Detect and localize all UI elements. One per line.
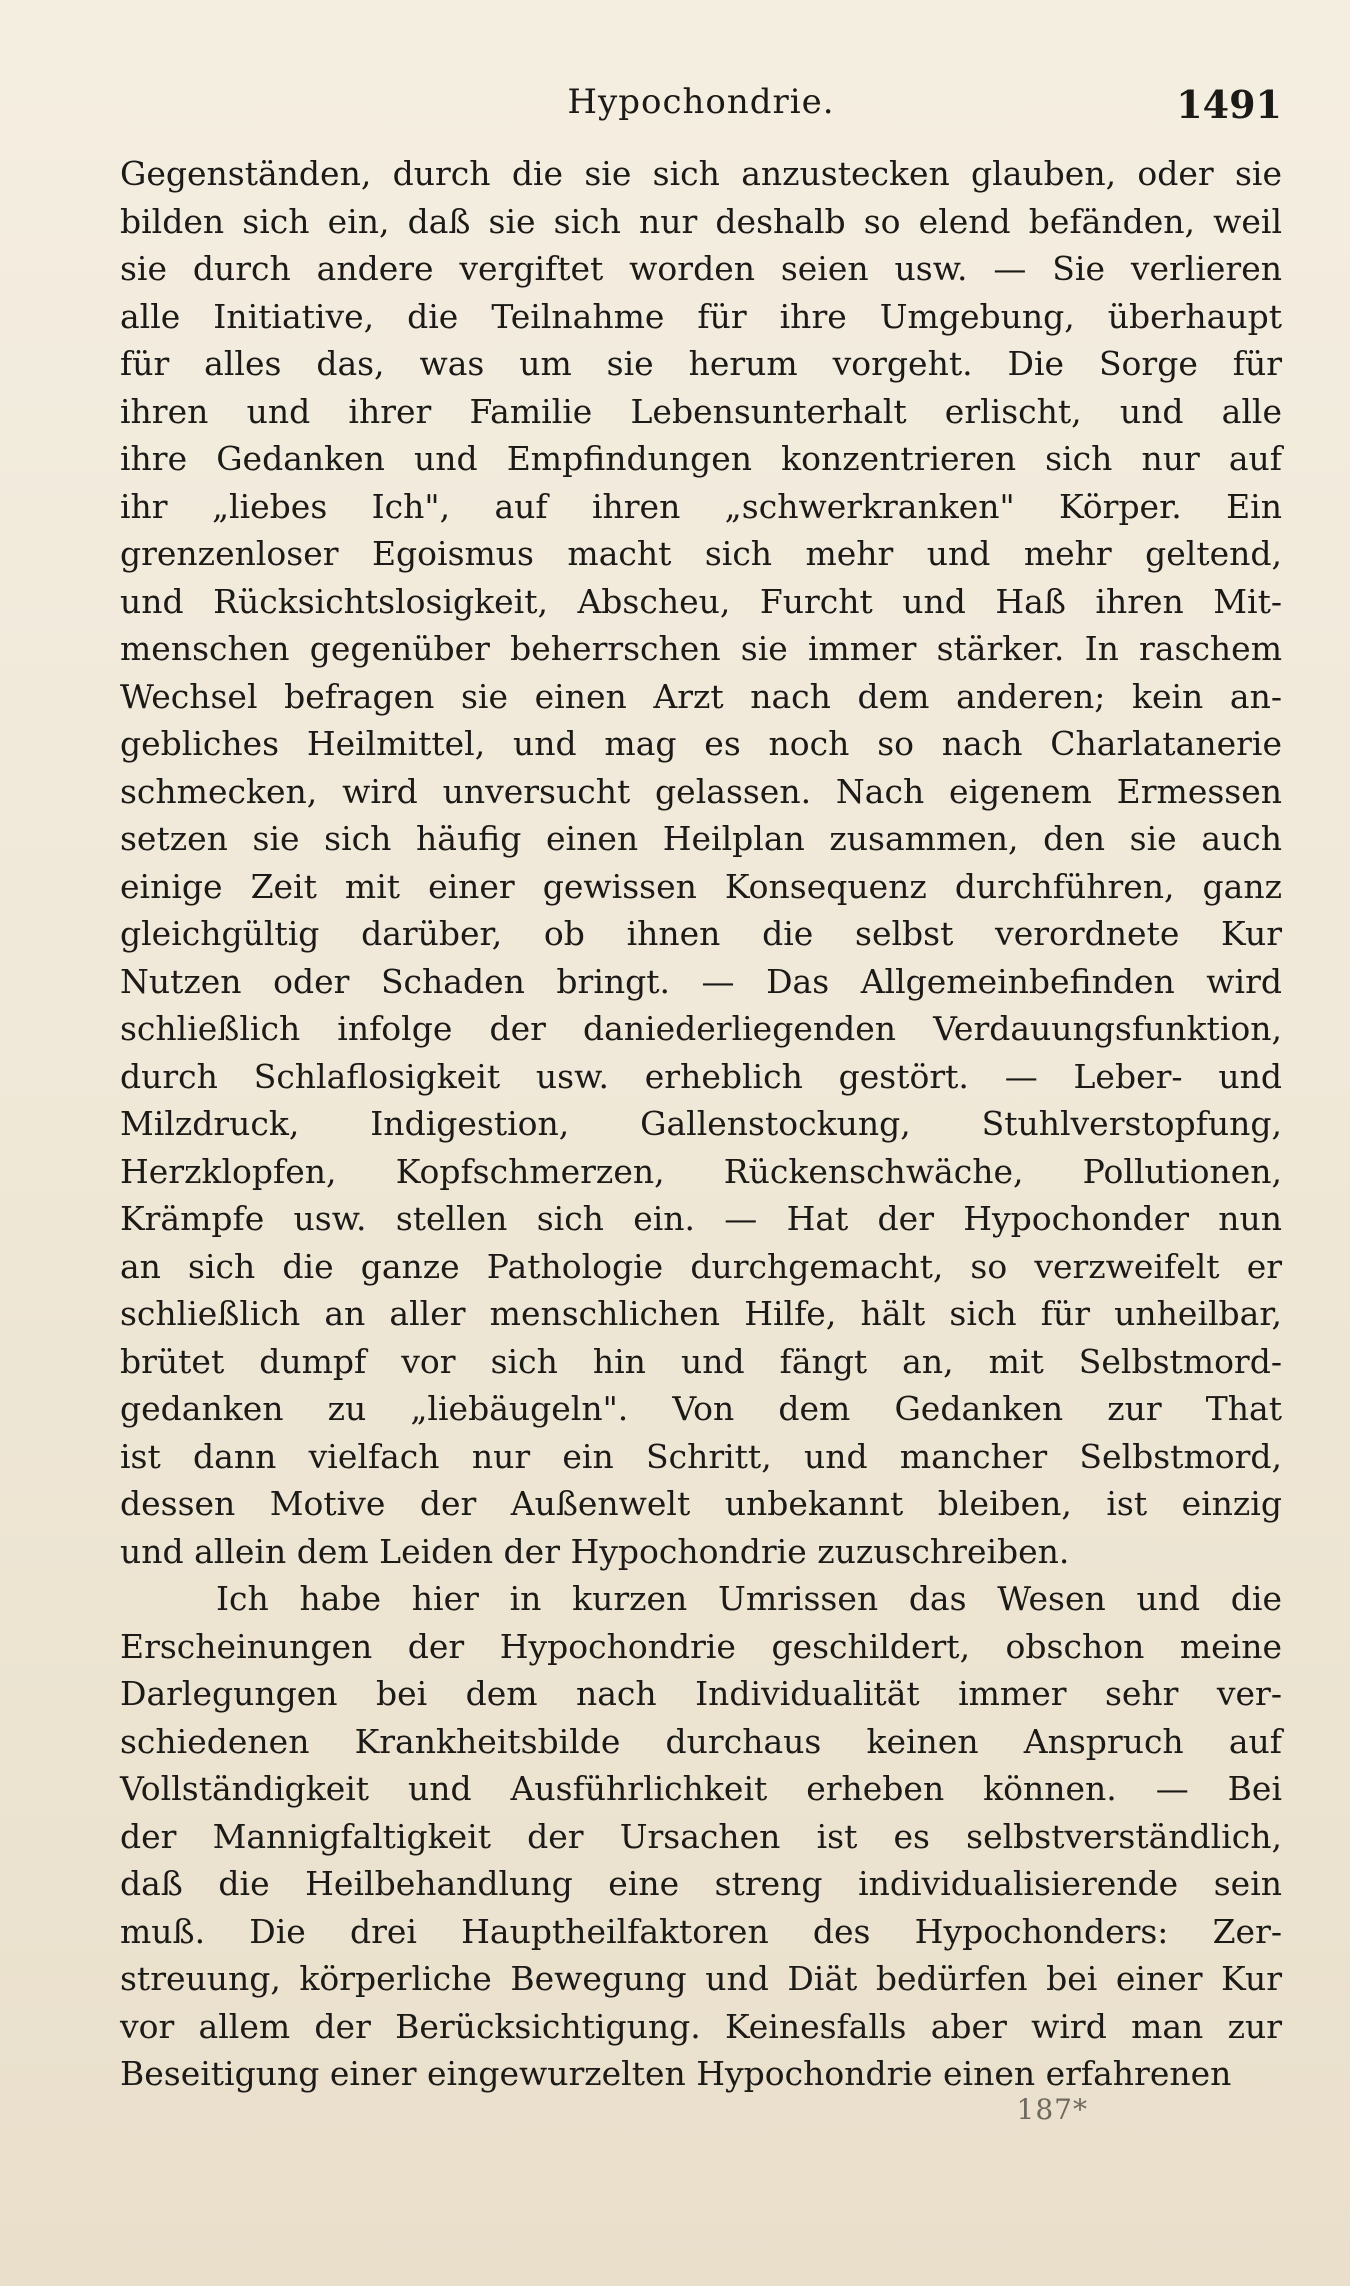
running-header [120, 82, 1282, 132]
text-line: gebliches Heilmittel, und mag es noch so nach Charlatanerie [120, 724, 1282, 763]
text-line: vor allem der Berücksichtigung. Keinesfalls aber wird man zur [120, 2006, 1282, 2046]
text-line: schließlich infolge der daniederliegenden Verdauungsfunktion, [120, 1009, 1282, 1048]
text-line: sie durch andere vergiftet worden seien usw. — Sie verlieren [120, 249, 1282, 288]
text-line: gleichgültig darüber, ob ihnen die selbst verordnete Kur [120, 914, 1282, 953]
running-title: Hypochondrie. [567, 82, 835, 122]
text-line: grenzenloser Egoismus macht sich mehr und mehr geltend, [120, 534, 1282, 573]
text-line: Gegenständen, durch die sie sich anzustecken glauben, oder sie [120, 154, 1282, 193]
text-line: ihre Gedanken und Empfindungen konzentrieren sich nur auf [120, 439, 1282, 478]
text-line: alle Initiative, die Teilnahme für ihre Umgebung, überhaupt [120, 296, 1282, 336]
page-number: 1491 [1176, 82, 1282, 127]
text-line: und allein dem Leiden der Hypochondrie zuzuschreiben. [120, 1531, 1070, 1571]
text-line: Herzklopfen, Kopfschmerzen, Rückenschwäche, Pollutionen, [120, 1151, 1282, 1191]
text-line: Krämpfe usw. stellen sich ein. — Hat der Hypochonder nun [120, 1199, 1282, 1238]
text-line: Beseitigung einer eingewurzelten Hypochondrie einen erfahrenen [120, 2054, 1232, 2093]
text-line: ihren und ihrer Familie Lebensunterhalt erlischt, und alle [120, 391, 1282, 431]
text-line: setzen sie sich häufig einen Heilplan zusammen, den sie auch [120, 819, 1282, 858]
text-line: Nutzen oder Schaden bringt. — Das Allgemeinbefinden wird [120, 961, 1282, 1001]
text-line: der Mannigfaltigkeit der Ursachen ist es selbstverständlich, [120, 1816, 1282, 1856]
text-line: muß. Die drei Hauptheilfaktoren des Hypochonders: Zer- [120, 1911, 1282, 1951]
text-line: schiedenen Krankheitsbilde durchaus keinen Anspruch auf [120, 1721, 1282, 1761]
text-line: Wechsel befragen sie einen Arzt nach dem anderen; kein an- [120, 676, 1282, 716]
text-line: Ich habe hier in kurzen Umrissen das Wesen und die [216, 1579, 1282, 1618]
text-line: schmecken, wird unversucht gelassen. Nach eigenem Ermessen [120, 771, 1282, 811]
paragraph [120, 1575, 1282, 2098]
text-line: ihr „liebes Ich", auf ihren „schwerkranken" Körper. Ein [120, 486, 1282, 526]
text-line: bilden sich ein, daß sie sich nur deshalb so elend befänden, weil [120, 201, 1282, 241]
text-line: und Rücksichtslosigkeit, Abscheu, Furcht und Haß ihren Mit- [120, 581, 1282, 621]
text-line: daß die Heilbehandlung eine streng individualisierende sein [120, 1864, 1282, 1903]
text-line: Vollständigkeit und Ausführlichkeit erheben können. — Bei [120, 1769, 1282, 1808]
text-line: ist dann vielfach nur ein Schritt, und mancher Selbstmord, [120, 1436, 1282, 1476]
text-line: schließlich an aller menschlichen Hilfe, hält sich für unheilbar, [120, 1294, 1282, 1333]
text-line: gedanken zu „liebäugeln". Von dem Gedanken zur That [120, 1389, 1282, 1428]
text-line: an sich die ganze Pathologie durchgemacht, so verzweifelt er [120, 1246, 1282, 1286]
text-line: streuung, körperliche Bewegung und Diät bedürfen bei einer Kur [120, 1959, 1282, 1998]
text-line: durch Schlaflosigkeit usw. erheblich gestört. — Leber- und [120, 1056, 1282, 1096]
text-line: Darlegungen bei dem nach Individualität immer sehr ver- [120, 1674, 1282, 1713]
text-line: menschen gegenüber beherrschen sie immer stärker. In raschem [120, 629, 1282, 668]
text-line: dessen Motive der Außenwelt unbekannt bleiben, ist einzig [120, 1484, 1282, 1523]
body-text [120, 150, 1282, 2098]
printer-signature-mark: 187* [1016, 2093, 1088, 2126]
paragraph [120, 150, 1282, 1575]
text-line: einige Zeit mit einer gewissen Konsequenz durchführen, ganz [120, 866, 1282, 906]
text-line: Milzdruck, Indigestion, Gallenstockung, Stuhlverstopfung, [120, 1104, 1282, 1143]
text-line: Erscheinungen der Hypochondrie geschildert, obschon meine [120, 1626, 1282, 1666]
text-line: für alles das, was um sie herum vorgeht. Die Sorge für [120, 344, 1282, 383]
text-line: brütet dumpf vor sich hin und fängt an, mit Selbstmord- [120, 1341, 1282, 1381]
